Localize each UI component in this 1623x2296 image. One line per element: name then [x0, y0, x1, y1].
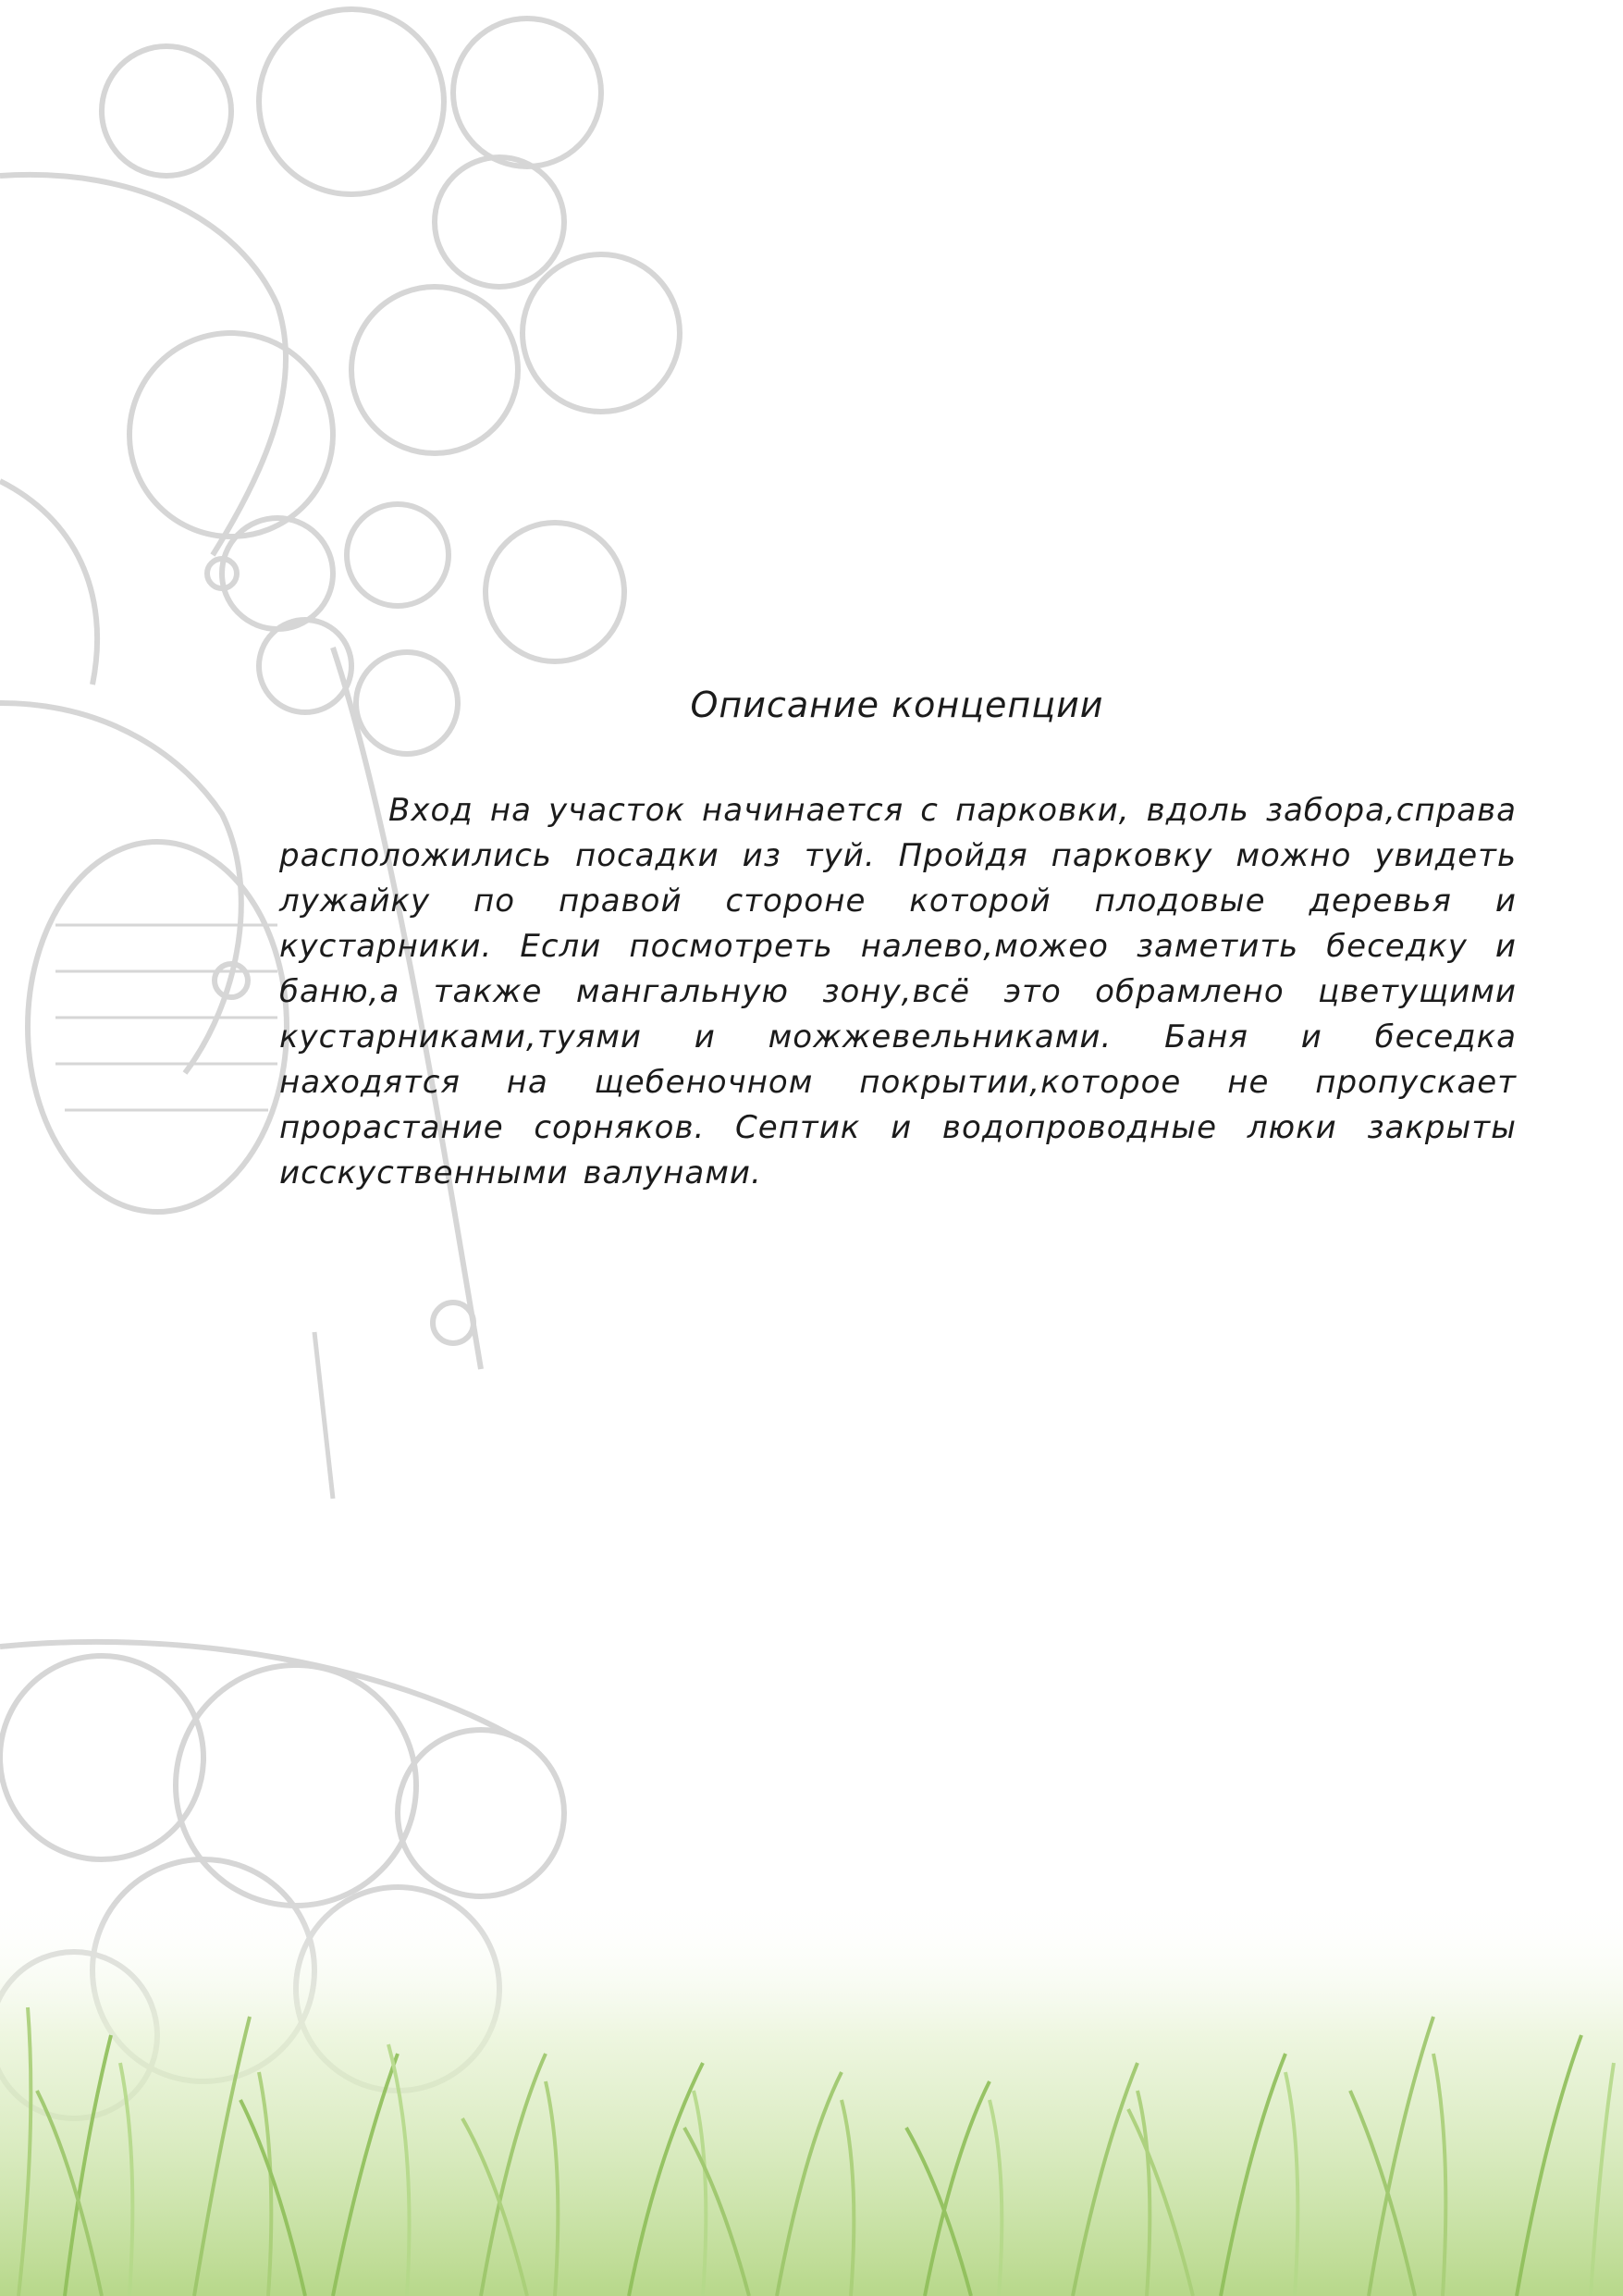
concept-description-paragraph: Вход на участок начинается с парковки, вдоль забора,справа расположились посадки из туй. Пройдя парковку можно увидеть лужайку по правой стороне которой плодовые деревья и кустарники. Если посмотреть налево,можео заметить беседку и баню,а также мангальную зону,всё это обрамлено цветущими кустарниками,туями и можжевельниками. Баня и беседка находятся на щебеночном покрытии,которое не пропускает прорастание сорняков. Септик и водопроводные люки закрыты исскуственными валунами. [279, 792, 1517, 1191]
document-title: Описание концепции [690, 685, 1104, 725]
